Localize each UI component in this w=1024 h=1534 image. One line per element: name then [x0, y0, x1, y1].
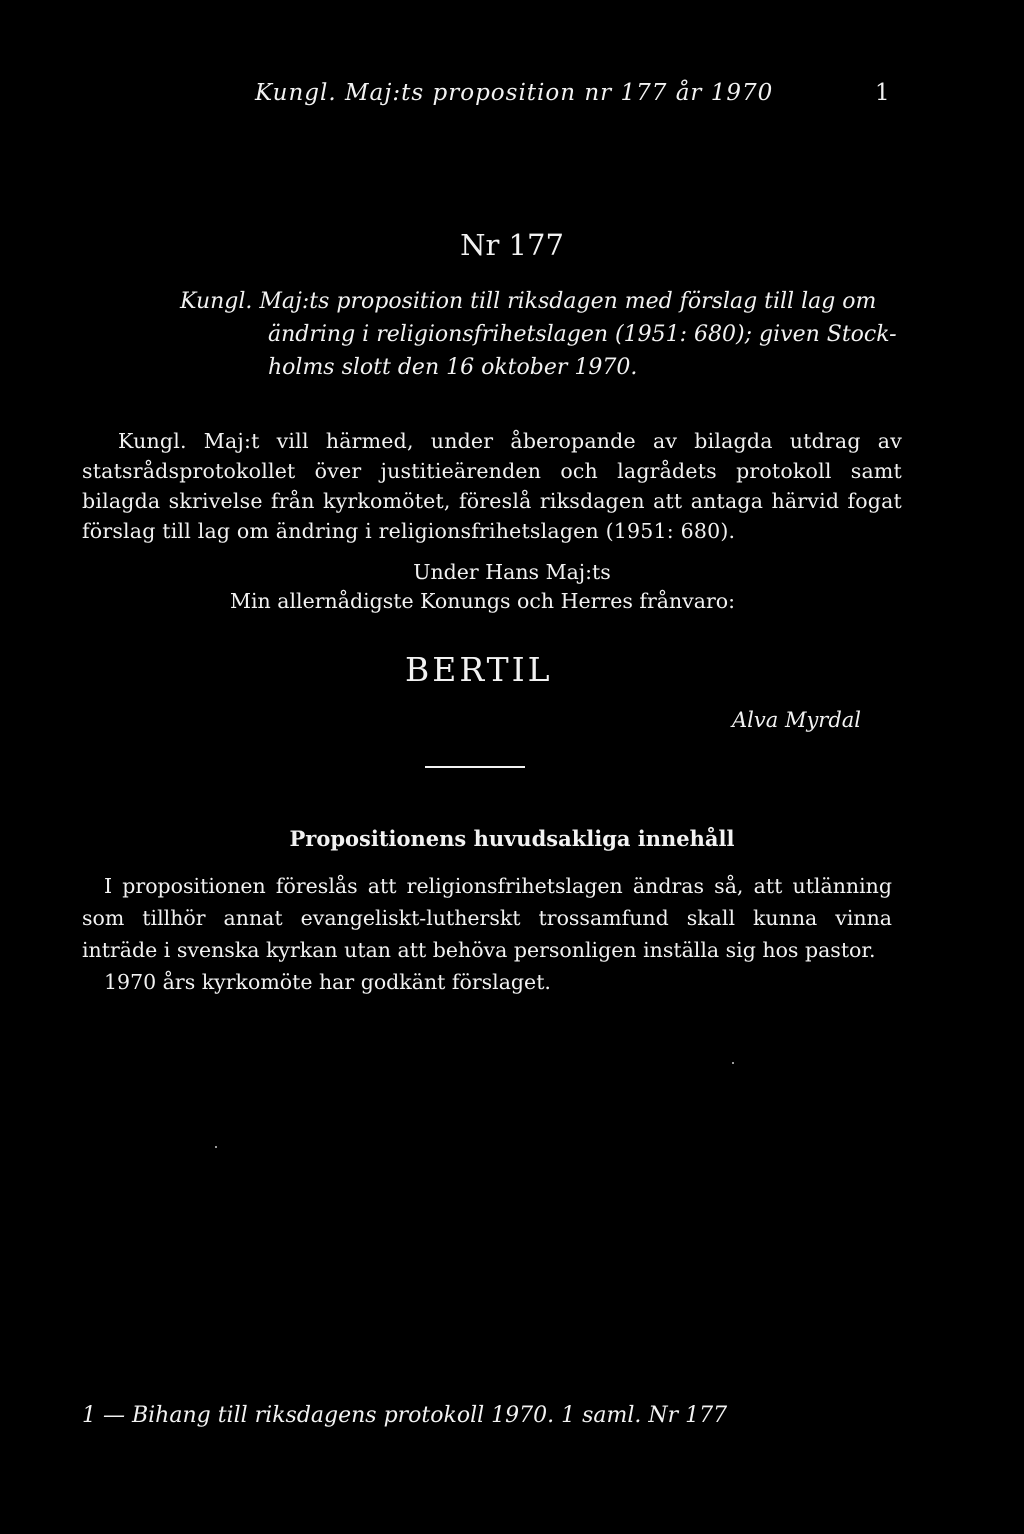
- intro-text: Kungl. Maj:t vill härmed, under åberopande av bilagda utdrag av statsrådsprotokollet över justitieärenden och lagrådets protokoll samt bilagda skrivelse från kyrkomötet, föreslå riksdagen att antaga härvid fogat förslag till lag om ändring i religionsfrihetslagen (1951: 680).: [82, 429, 902, 543]
- footer-note: 1 — Bihang till riksdagens protokoll 1970. 1 saml. Nr 177: [82, 1403, 728, 1428]
- summary-paragraph-2: 1970 års kyrkomöte har godkänt förslaget.: [104, 970, 551, 994]
- summary-body: [82, 870, 892, 998]
- scan-speck: [215, 1146, 217, 1148]
- running-head: Kungl. Maj:ts proposition nr 177 år 1970: [255, 80, 774, 106]
- signature-absence-line: Min allernådigste Konungs och Herres frånvaro:: [230, 589, 736, 613]
- intro-paragraph: [82, 426, 902, 546]
- signature-under-line: Under Hans Maj:ts: [413, 560, 611, 584]
- summary-paragraph-1: I propositionen föreslås att religionsfrihetslagen ändras så, att utlänning som tillhör annat evangeliskt-lutherskt trossamfund skall kunna vinna inträde i svenska kyrkan utan att behöva personligen inställa sig hos pastor.: [82, 874, 892, 962]
- signature-king: BERTIL: [405, 650, 553, 689]
- page-number: 1: [875, 80, 890, 106]
- subtitle-line-1: Kungl. Maj:ts proposition till riksdagen med förslag till lag om: [180, 289, 877, 314]
- subtitle-line-2: ändring i religionsfrihetslagen (1951: 680); given Stock-: [268, 322, 897, 347]
- document-number: Nr 177: [460, 228, 564, 262]
- section-divider: [425, 766, 525, 768]
- signature-minister: Alva Myrdal: [732, 708, 862, 732]
- document-subtitle: [180, 285, 900, 384]
- subtitle-line-3: holms slott den 16 oktober 1970.: [268, 355, 638, 380]
- scan-speck: [732, 1062, 734, 1064]
- summary-heading: Propositionens huvudsakliga innehåll: [289, 826, 735, 851]
